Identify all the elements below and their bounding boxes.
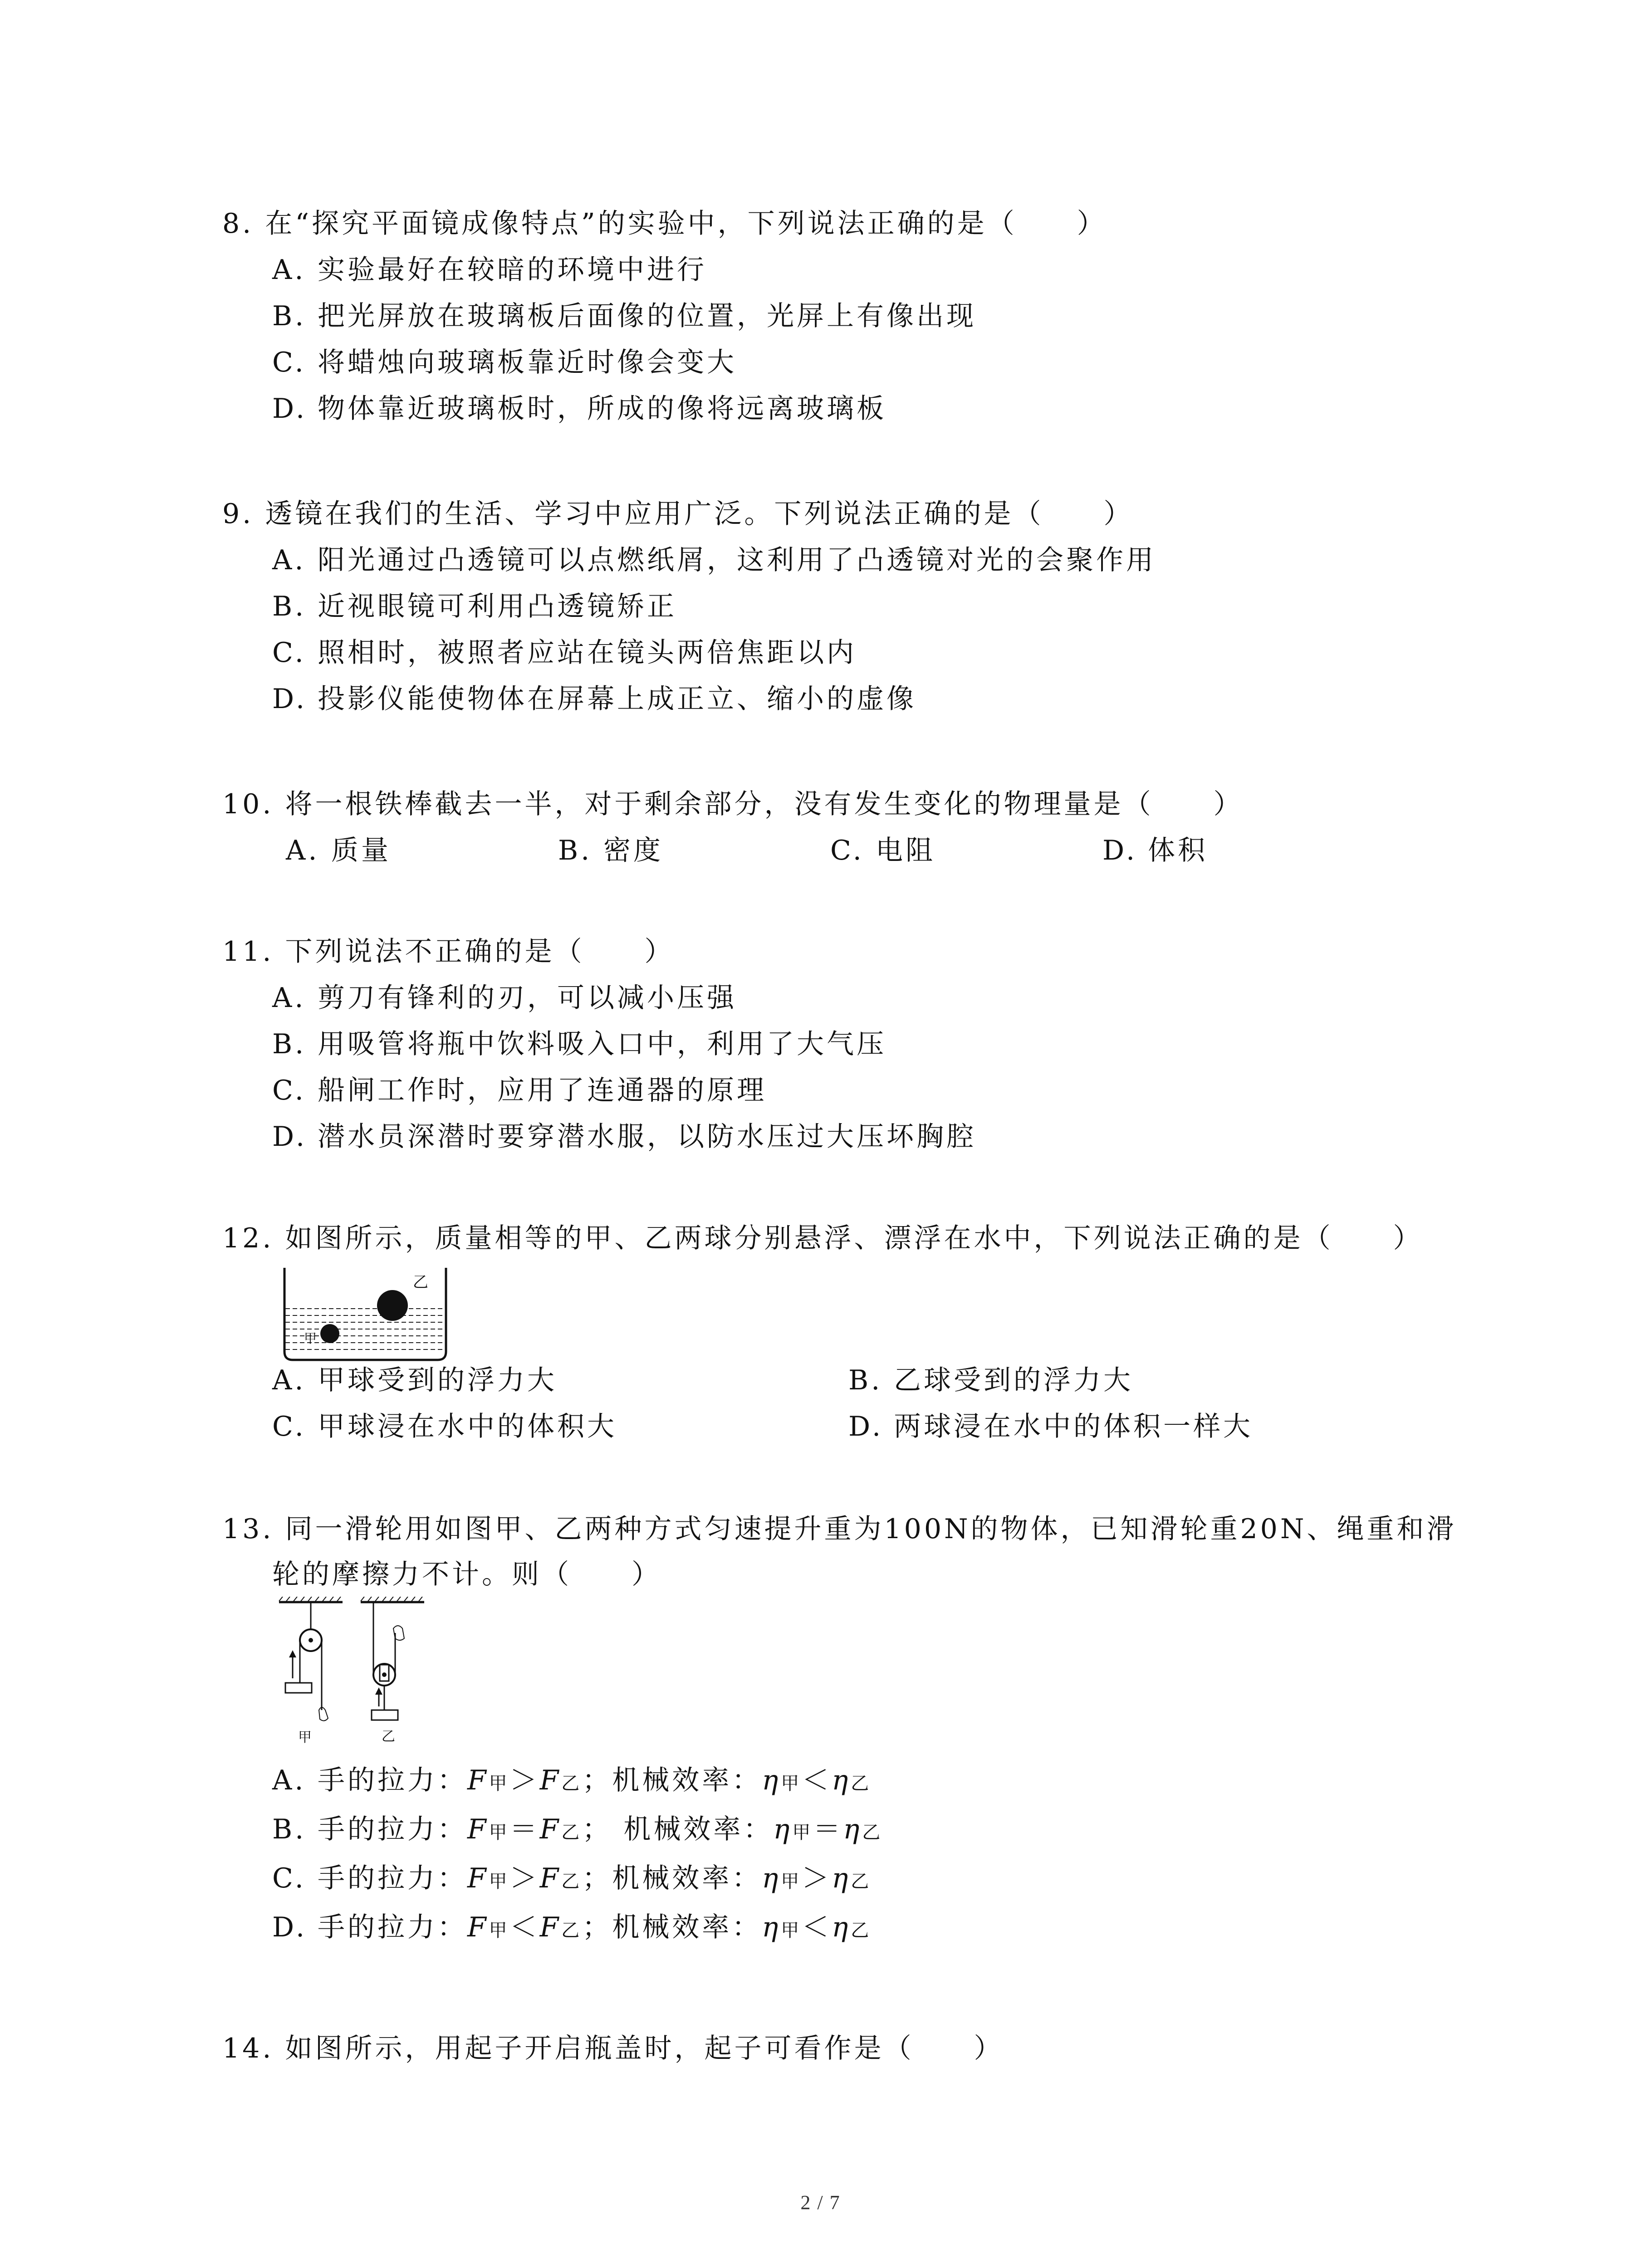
question-8-option-a xyxy=(272,253,707,287)
option-label: D. xyxy=(272,1121,308,1153)
option-text: 电阻 xyxy=(876,835,936,866)
question-9-option-c xyxy=(272,635,857,670)
operator: ＞ xyxy=(509,1765,540,1796)
question-14-stem: 14. 如图所示，用起子开启瓶盖时，起子可看作是（ ） xyxy=(222,2033,1004,2064)
pulley-figure xyxy=(274,1597,447,1755)
question-9-option-b xyxy=(272,589,677,624)
question-8-option-b xyxy=(272,299,976,333)
subscript-yi: 乙 xyxy=(851,1871,872,1892)
option-text: 近视眼镜可利用凸透镜矫正 xyxy=(318,591,677,622)
subscript-jia: 甲 xyxy=(781,1871,802,1892)
option-text: 甲球浸在水中的体积大 xyxy=(318,1411,617,1442)
page-number: 2 / 7 xyxy=(800,2191,841,2214)
ball-jia xyxy=(320,1324,339,1343)
question-9-stem: 9. 透镜在我们的生活、学习中应用广泛。下列说法正确的是（ ） xyxy=(222,498,1134,530)
option-label: C. xyxy=(272,347,306,378)
pulley-jia xyxy=(279,1597,343,1745)
option-prefix: 手的拉力： xyxy=(318,1911,467,1943)
force-symbol: F xyxy=(467,1765,489,1796)
option-prefix: 手的拉力： xyxy=(318,1765,467,1796)
operator: ＜ xyxy=(802,1765,832,1796)
force-symbol: F xyxy=(539,1765,562,1796)
option-label: D. xyxy=(848,1411,884,1442)
subscript-yi: 乙 xyxy=(561,1871,583,1892)
question-8-option-d xyxy=(272,391,887,426)
ball-yi xyxy=(377,1290,408,1321)
question-11-stem: 11. 下列说法不正确的是（ ） xyxy=(222,936,675,968)
question-10-option-a xyxy=(286,833,391,868)
option-text: 投影仪能使物体在屏幕上成正立、缩小的虚像 xyxy=(318,683,916,715)
question-10-option-b xyxy=(558,833,663,868)
floating-balls-figure xyxy=(279,1266,456,1365)
option-text: 用吸管将瓶中饮料吸入口中，利用了大气压 xyxy=(318,1028,887,1060)
option-label: D. xyxy=(272,683,308,715)
pulley-label-jia: 甲 xyxy=(298,1730,312,1745)
label-yi: 乙 xyxy=(413,1273,428,1291)
operator: ＞ xyxy=(802,1862,832,1894)
question-11-option-b xyxy=(272,1027,887,1061)
option-mid: ； 机械效率： xyxy=(582,1813,774,1845)
subscript-jia: 甲 xyxy=(792,1822,813,1843)
question-10-option-c xyxy=(830,833,936,868)
option-text: 阳光通过凸透镜可以点燃纸屑，这利用了凸透镜对光的会聚作用 xyxy=(318,544,1156,576)
option-text: 乙球受到的浮力大 xyxy=(894,1364,1133,1396)
option-text: 物体靠近玻璃板时，所成的像将远离玻璃板 xyxy=(318,393,887,425)
force-symbol: F xyxy=(467,1911,489,1943)
option-text: 甲球受到的浮力大 xyxy=(318,1364,557,1396)
option-label: B. xyxy=(272,1813,307,1845)
question-12-option-c xyxy=(272,1409,617,1444)
option-label: C. xyxy=(272,1075,306,1106)
pulley-yi xyxy=(361,1597,424,1745)
efficiency-symbol: η xyxy=(762,1862,781,1894)
force-symbol: F xyxy=(539,1862,562,1894)
option-text: 质量 xyxy=(331,835,391,866)
option-label: D. xyxy=(1102,835,1138,866)
option-label: D. xyxy=(272,1911,308,1943)
question-11-option-a xyxy=(272,981,737,1015)
question-9-option-d xyxy=(272,682,916,716)
operator: ＜ xyxy=(802,1911,832,1943)
operator: ＜ xyxy=(509,1911,540,1943)
efficiency-symbol: η xyxy=(832,1862,851,1894)
subscript-yi: 乙 xyxy=(561,1773,583,1794)
option-label: B. xyxy=(272,591,307,622)
subscript-yi: 乙 xyxy=(851,1773,872,1794)
option-text: 剪刀有锋利的刃，可以减小压强 xyxy=(318,982,737,1014)
option-prefix: 手的拉力： xyxy=(318,1813,467,1845)
subscript-jia: 甲 xyxy=(781,1773,802,1794)
option-prefix: 手的拉力： xyxy=(318,1862,467,1894)
force-symbol: F xyxy=(467,1813,489,1845)
efficiency-symbol: η xyxy=(762,1765,781,1796)
question-12-stem: 12. 如图所示，质量相等的甲、乙两球分别悬浮、漂浮在水中，下列说法正确的是（ ） xyxy=(222,1222,1423,1254)
question-12-option-b xyxy=(848,1363,1133,1398)
option-text: 把光屏放在玻璃板后面像的位置，光屏上有像出现 xyxy=(318,300,976,332)
question-11-option-d xyxy=(272,1119,976,1154)
subscript-jia: 甲 xyxy=(489,1920,510,1941)
question-13-option-a xyxy=(272,1763,872,1801)
force-symbol: F xyxy=(539,1911,562,1943)
efficiency-symbol: η xyxy=(762,1911,781,1943)
force-symbol: F xyxy=(539,1813,562,1845)
option-text: 实验最好在较暗的环境中进行 xyxy=(318,254,707,286)
option-label: A. xyxy=(272,254,306,286)
question-8-option-c xyxy=(272,345,737,380)
option-mid: ；机械效率： xyxy=(582,1862,762,1894)
option-text: 船闸工作时，应用了连通器的原理 xyxy=(318,1075,767,1106)
efficiency-symbol: η xyxy=(832,1911,851,1943)
operator: ＞ xyxy=(509,1862,540,1894)
option-label: A. xyxy=(272,1364,306,1396)
question-10-option-d xyxy=(1102,833,1208,868)
question-13-stem-line-2: 轮的摩擦力不计。则（ ） xyxy=(272,1559,661,1590)
operator: ＝ xyxy=(509,1813,540,1845)
option-label: C. xyxy=(272,637,306,669)
subscript-jia: 甲 xyxy=(489,1773,510,1794)
question-12-option-d xyxy=(848,1409,1253,1444)
subscript-jia: 甲 xyxy=(781,1920,802,1941)
option-text: 将蜡烛向玻璃板靠近时像会变大 xyxy=(318,347,737,378)
question-13-option-d xyxy=(272,1910,872,1948)
subscript-yi: 乙 xyxy=(561,1822,583,1843)
question-11-option-c xyxy=(272,1073,767,1108)
option-label: A. xyxy=(272,544,306,576)
efficiency-symbol: η xyxy=(773,1813,793,1845)
subscript-jia: 甲 xyxy=(489,1822,510,1843)
option-label: C. xyxy=(272,1862,306,1894)
option-label: A. xyxy=(272,982,306,1014)
question-8-stem: 8. 在“探究平面镜成像特点”的实验中，下列说法正确的是（ ） xyxy=(222,208,1107,240)
force-symbol: F xyxy=(467,1862,489,1894)
pulley-label-yi: 乙 xyxy=(382,1729,395,1745)
subscript-jia: 甲 xyxy=(489,1871,510,1892)
question-9-option-a xyxy=(272,543,1156,577)
question-13-option-c xyxy=(272,1861,872,1899)
option-label: B. xyxy=(848,1364,883,1396)
option-text: 密度 xyxy=(603,835,663,866)
option-mid: ；机械效率： xyxy=(582,1911,762,1943)
subscript-yi: 乙 xyxy=(561,1920,583,1941)
question-13-stem-line-1: 13. 同一滑轮用如图甲、乙两种方式匀速提升重为100N的物体，已知滑轮重20N、绳重和滑 xyxy=(222,1513,1457,1545)
option-label: A. xyxy=(286,835,320,866)
efficiency-symbol: η xyxy=(843,1813,862,1845)
option-text: 照相时，被照者应站在镜头两倍焦距以内 xyxy=(318,637,857,669)
option-label: A. xyxy=(272,1765,306,1796)
label-jia: 甲 xyxy=(304,1331,317,1346)
question-12-option-a xyxy=(272,1363,557,1398)
subscript-yi: 乙 xyxy=(851,1920,872,1941)
question-10-stem: 10. 将一根铁棒截去一半，对于剩余部分，没有发生变化的物理量是（ ） xyxy=(222,788,1244,820)
option-label: B. xyxy=(272,1028,307,1060)
subscript-yi: 乙 xyxy=(862,1822,883,1843)
option-text: 两球浸在水中的体积一样大 xyxy=(894,1411,1253,1442)
operator: ＝ xyxy=(813,1813,843,1845)
option-text: 体积 xyxy=(1148,835,1208,866)
option-label: B. xyxy=(558,835,593,866)
option-label: C. xyxy=(272,1411,306,1442)
option-label: D. xyxy=(272,393,308,425)
option-text: 潜水员深潜时要穿潜水服，以防水压过大压坏胸腔 xyxy=(318,1121,976,1153)
option-label: C. xyxy=(830,835,864,866)
question-13-option-b xyxy=(272,1812,883,1850)
option-mid: ；机械效率： xyxy=(582,1765,762,1796)
option-label: B. xyxy=(272,300,307,332)
efficiency-symbol: η xyxy=(832,1765,851,1796)
